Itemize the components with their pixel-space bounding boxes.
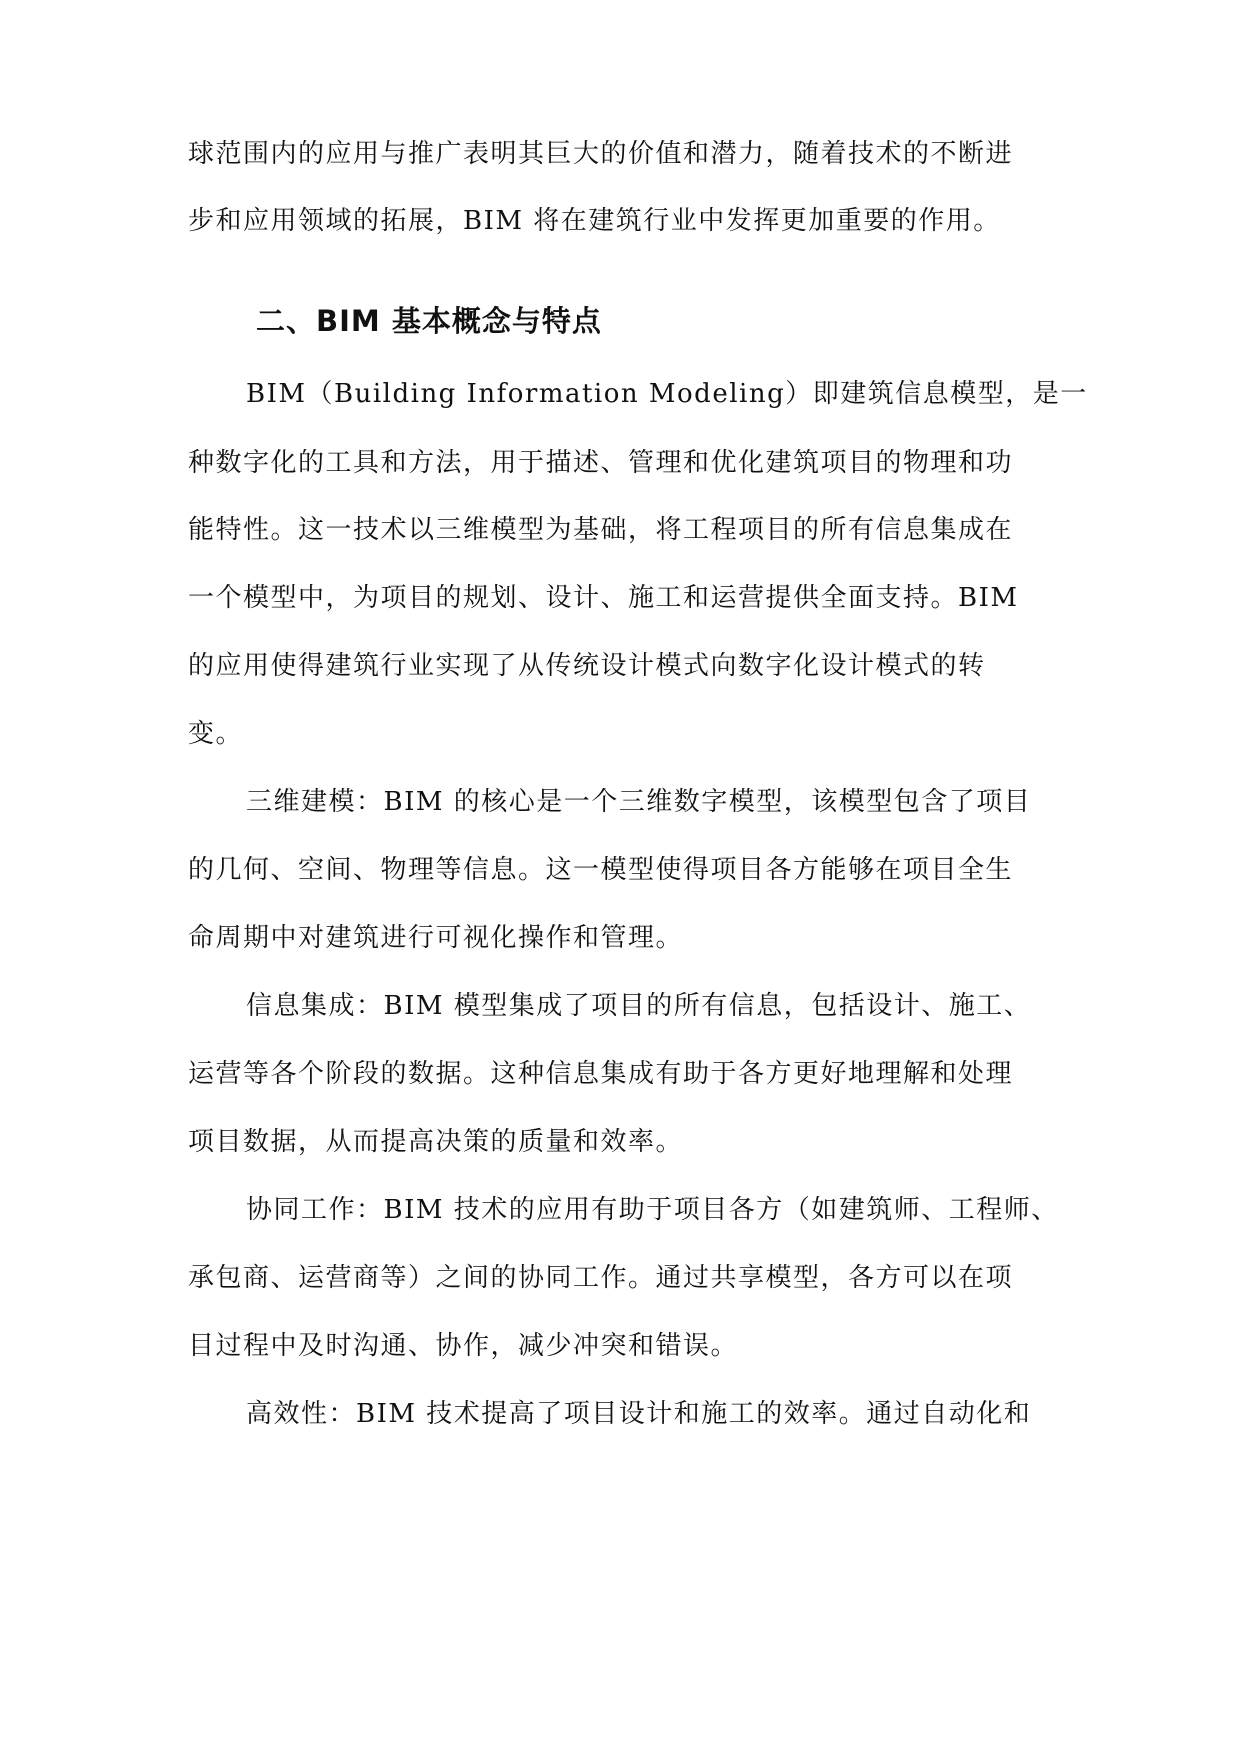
body-text-line: 目过程中及时沟通、协作，减少冲突和错误。 — [188, 1331, 739, 1361]
body-text-line: 变。 — [188, 719, 244, 749]
body-text-line: 的应用使得建筑行业实现了从传统设计模式向数字化设计模式的转 — [188, 651, 986, 681]
body-text-line: BIM（Building Information Modeling）即建筑信息模型，是一 — [246, 379, 1088, 409]
body-text-line: 步和应用领域的拓展，BIM 将在建筑行业中发挥更加重要的作用。 — [188, 206, 1001, 236]
body-text-line: 球范围内的应用与推广表明其巨大的价值和潜力，随着技术的不断进 — [188, 139, 1014, 169]
body-text-line: 的几何、空间、物理等信息。这一模型使得项目各方能够在项目全生 — [188, 855, 1014, 885]
body-text-line: 高效性：BIM 技术提高了项目设计和施工的效率。通过自动化和 — [246, 1399, 1032, 1429]
body-text-line: 命周期中对建筑进行可视化操作和管理。 — [188, 923, 684, 953]
body-text-line: 运营等各个阶段的数据。这种信息集成有助于各方更好地理解和处理 — [188, 1059, 1014, 1089]
body-text-line: 种数字化的工具和方法，用于描述、管理和优化建筑项目的物理和功 — [188, 448, 1014, 478]
body-text-line: 能特性。这一技术以三维模型为基础，将工程项目的所有信息集成在 — [188, 515, 1014, 545]
body-text-line: 协同工作：BIM 技术的应用有助于项目各方（如建筑师、工程师、 — [246, 1195, 1059, 1225]
body-text-line: 信息集成：BIM 模型集成了项目的所有信息，包括设计、施工、 — [246, 991, 1032, 1021]
body-text-line: 项目数据，从而提高决策的质量和效率。 — [188, 1127, 684, 1157]
body-text-line: 承包商、运营商等）之间的协同工作。通过共享模型，各方可以在项 — [188, 1263, 1014, 1293]
section-heading: 二、BIM 基本概念与特点 — [256, 304, 602, 338]
body-text-line: 三维建模：BIM 的核心是一个三维数字模型，该模型包含了项目 — [246, 787, 1032, 817]
body-text-line: 一个模型中，为项目的规划、设计、施工和运营提供全面支持。BIM — [188, 583, 1019, 613]
